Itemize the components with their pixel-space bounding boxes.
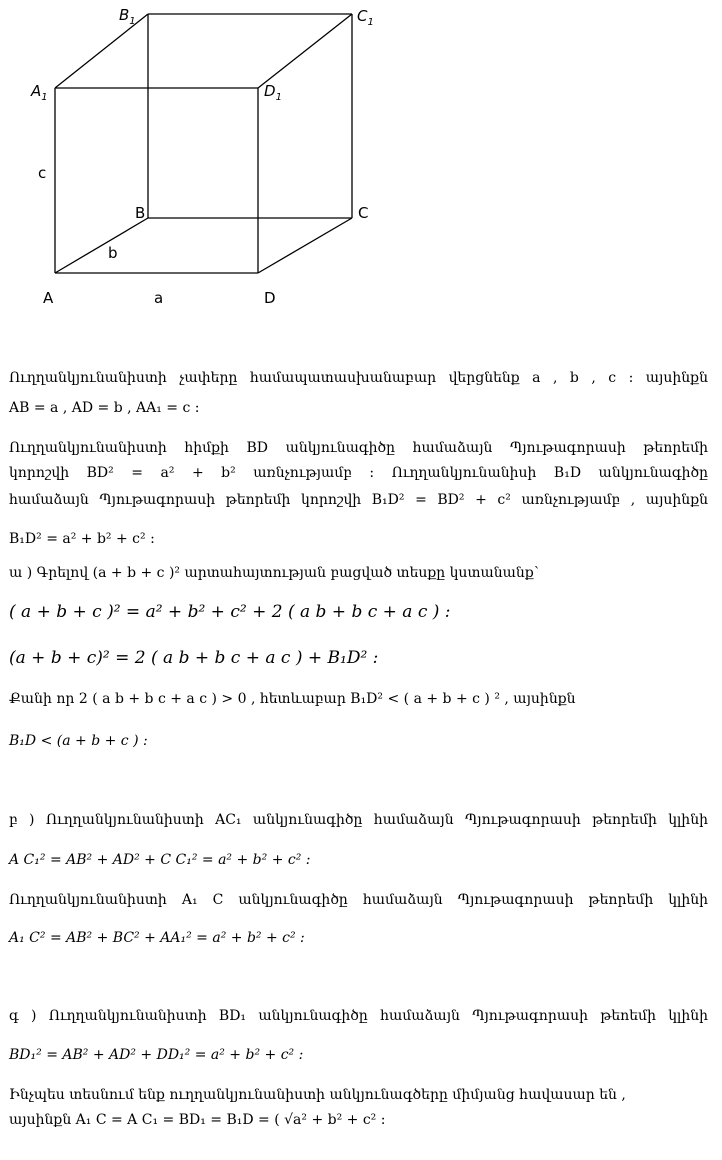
part-a-conclusion-line2: B₁D < (a + b + c ) : [9,733,148,749]
part-a-intro: ա ) Գրելով (a + b + c )² արտահայտության բացված տեսքը կստանանք՝ [9,565,539,581]
part-b-line1: բ ) Ուղղանկյունանիստի AC₁ անկյունագիծը համաձայն Պյութագորասի թեորեմի կլինի [9,812,708,828]
label-B1: $B_1$ [119,6,136,27]
para1-line1: Ուղղանկյունանիստի չափերը համապատասխանաբար վերցնենք a , b , c : այսինքն [9,370,708,386]
edge-D1C1 [258,14,352,88]
part-b-equation2: A₁ C² = AB² + BC² + AA₁² = a² + b² + c² : [9,930,305,946]
part-a-conclusion-line1: Քանի որ 2 ( a b + b c + a c ) > 0 , հետևաբար B₁D² < ( a + b + c ) ² , այսինքն [9,691,576,707]
part-b-line2: Ուղղանկյունանիստի A₁ C անկյունագիծը համաձայն Պյութագորասի թեորեմի կլինի [9,892,708,908]
equation-diagonal: (a + b + c)² = 2 ( a b + b c + a c ) + B₁D² : [9,648,379,668]
label-A: A [43,289,54,307]
label-D1: $D_1$ [264,82,282,103]
part-c-equation: BD₁² = AB² + AD² + DD₁² = a² + b² + c² : [9,1047,304,1063]
label-c: c [38,164,47,182]
para2-line4: B₁D² = a² + b² + c² : [9,531,155,547]
label-a: a [154,289,164,307]
label-B: B [135,204,146,222]
equation-expansion: ( a + b + c )² = a² + b² + c² + 2 ( a b + b c + a c ) : [9,602,451,622]
para2-line3: համաձայն Պյութագորասի թեորեմի կորոշվի B₁D² = BD² + c² առնչությամբ , այսինքն [9,492,708,508]
edge-AB [55,218,148,273]
part-c-line1: գ ) Ուղղանկյունանիստի BD₁ անկյունագիծը համաձայն Պյութագորասի թեոեմի կլինի [9,1008,708,1024]
label-D: D [264,289,276,307]
label-C: C [358,204,369,222]
edge-DC [258,218,352,273]
parallelepiped-diagram [0,0,722,320]
para2-line2: կորոշվի BD² = a² + b² առնչությամբ : Ուղղանկյունանիսի B₁D անկյունագիծը [9,465,708,481]
para1-line2: AB = a , AD = b , AA₁ = c : [9,400,200,416]
label-b: b [108,244,118,262]
conclusion-line1: Ինչպես տեսնում ենք ուղղանկյունանիստի անկյունագծերը միմյանց հավասար են , [9,1087,626,1103]
conclusion-line2: այսինքն A₁ C = A C₁ = BD₁ = B₁D = ( √a² + b² + c² : [9,1112,386,1128]
label-A1: $A_1$ [31,82,48,103]
para2-line1: Ուղղանկյունանիստի հիմքի BD անկյունագիծը համաձայն Պյութագորասի թեորեմի [9,440,708,456]
part-b-equation1: A C₁² = AB² + AD² + C C₁² = a² + b² + c² : [9,852,311,868]
label-C1: $C_1$ [357,7,374,28]
